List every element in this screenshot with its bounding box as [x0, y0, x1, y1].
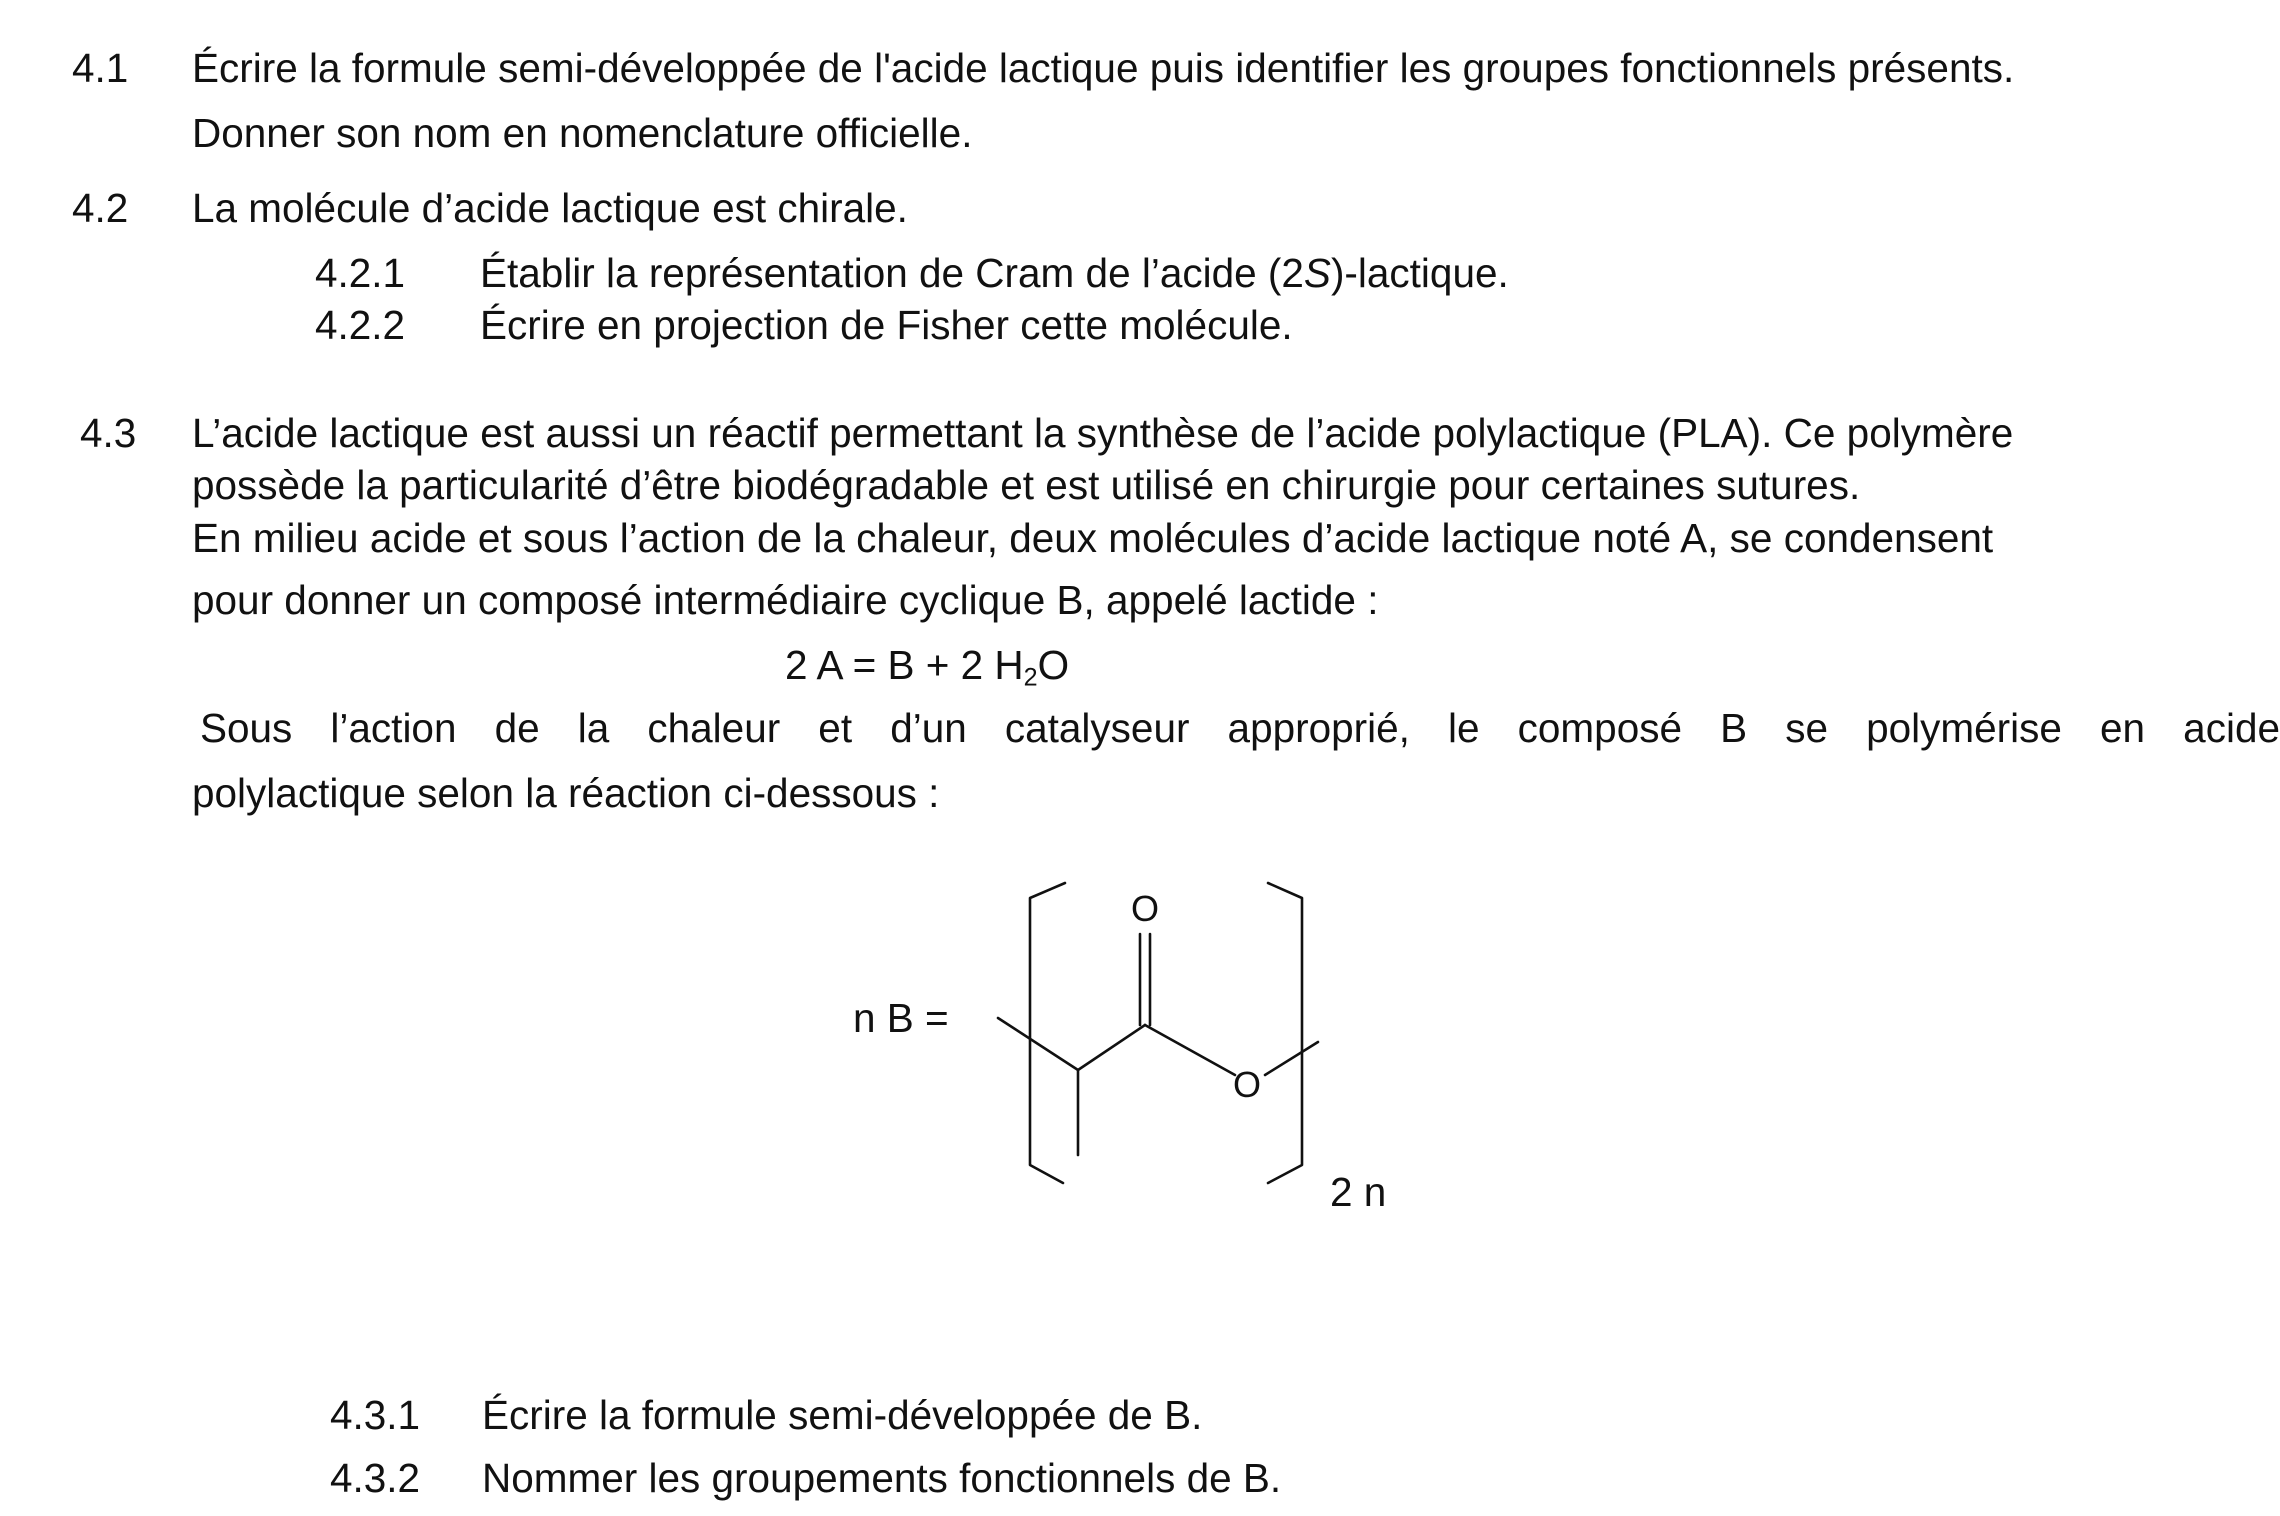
question-4-3-line-3: En milieu acide et sous l’action de la chaleur, deux molécules d’acide lactique noté A, se condensent — [192, 515, 1994, 561]
question-4-3-line-6: polylactique selon la réaction ci-dessous : — [192, 770, 940, 816]
reaction-equation: 2 A = B + 2 $H_2O$ — [785, 642, 1070, 692]
bond-c-c — [1078, 1025, 1145, 1070]
question-number-4-2-1: 4.2.1 — [315, 250, 406, 296]
question-4-2-2-text: Écrire en projection de Fisher cette molécule. — [480, 302, 1293, 348]
question-4-1-line-2: Donner son nom en nomenclature officielle. — [192, 110, 973, 156]
question-4-3-line-4: pour donner un composé intermédiaire cyclique B, appelé lactide : — [192, 577, 1379, 623]
structure-lhs-label: n B = — [853, 995, 949, 1041]
question-4-1-line-1: Écrire la formule semi-développée de l'acide lactique puis identifier les groupes fonctionnels présents. — [192, 45, 2015, 91]
question-number-4-1: 4.1 — [72, 45, 129, 91]
right-bracket — [1268, 883, 1302, 1183]
question-4-3-1-text: Écrire la formule semi-développée de B. — [482, 1392, 1203, 1438]
bond-left-end — [998, 1018, 1078, 1070]
question-number-4-2-2: 4.2.2 — [315, 302, 406, 348]
carbonyl-oxygen-atom: O — [1131, 888, 1160, 929]
question-number-4-3-2: 4.3.2 — [330, 1455, 421, 1501]
question-number-4-3: 4.3 — [80, 410, 137, 456]
ester-oxygen-atom: O — [1233, 1064, 1262, 1105]
question-number-4-3-1: 4.3.1 — [330, 1392, 421, 1438]
question-4-2-1-text: Établir la représentation de Cram de l’acide (2S)-lactique. — [480, 250, 1509, 296]
bond-right-end — [1265, 1042, 1318, 1075]
question-number-4-2: 4.2 — [72, 185, 129, 231]
left-bracket — [1030, 883, 1065, 1183]
question-4-3-line-2: possède la particularité d’être biodégradable et est utilisé en chirurgie pour certaines sutures. — [192, 462, 1861, 508]
bond-c-o — [1145, 1025, 1235, 1075]
repeat-unit-subscript: 2 n — [1330, 1169, 1387, 1215]
question-4-2-text: La molécule d’acide lactique est chirale. — [192, 185, 908, 231]
question-4-3-2-text: Nommer les groupements fonctionnels de B. — [482, 1455, 1282, 1501]
question-4-3-line-5: Sous l’action de la chaleur et d’un catalyseur approprié, le composé B se polymérise en acide — [200, 705, 2280, 751]
question-4-3-line-1: L’acide lactique est aussi un réactif permettant la synthèse de l’acide polylactique (PLA). Ce polymère — [192, 410, 2014, 456]
